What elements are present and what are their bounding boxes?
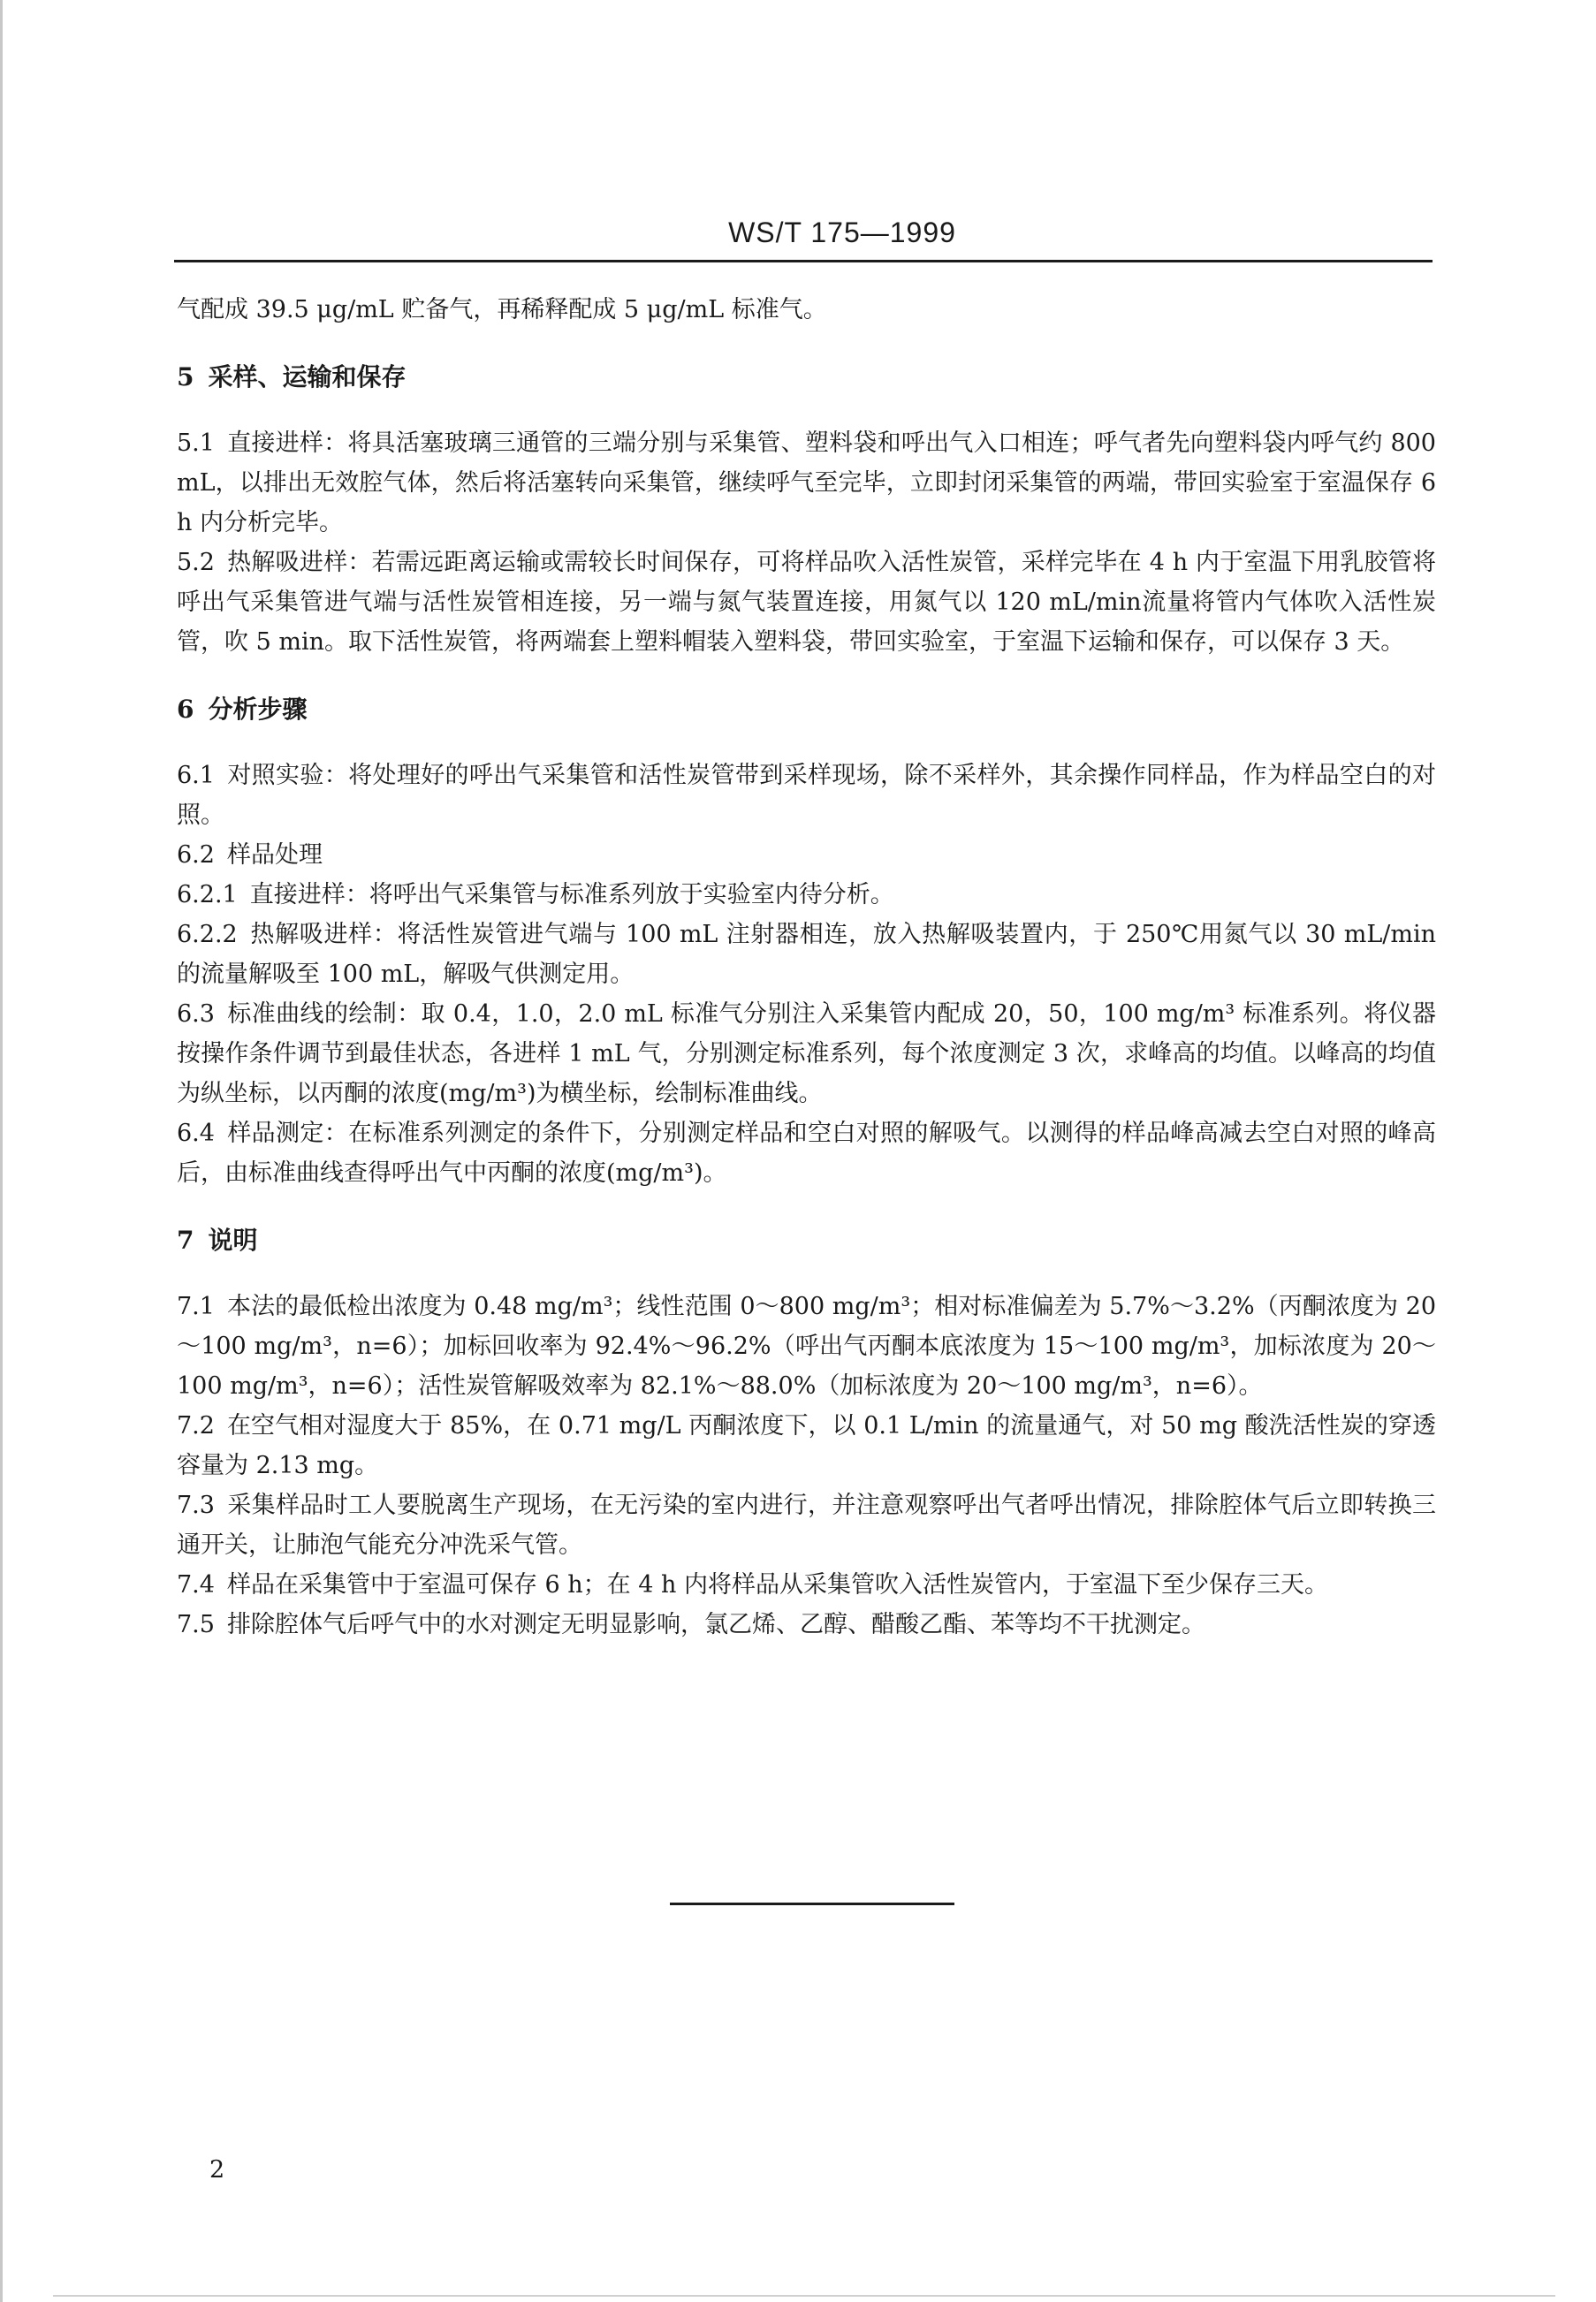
section-number: 6	[177, 695, 194, 724]
clause-7-1	[177, 1287, 1436, 1406]
clause-text: 样品在采集管中于室温可保存 6 h；在 4 h 内将样品从采集管吹入活性炭管内，于室温下至少保存三天。	[226, 1571, 1328, 1599]
clause-6-2-2	[177, 915, 1436, 994]
clause-number: 6.2	[177, 841, 215, 869]
clause-number: 6.2.1	[177, 881, 238, 908]
clause-6-4	[177, 1113, 1436, 1193]
section-heading-7	[177, 1223, 1436, 1258]
clause-text: 热解吸进样：若需远距离运输或需较长时间保存，可将样品吹入活性炭管，采样完毕在 4 h 内于室温下用乳胶管将呼出气采集管进气端与活性炭管相连接，另一端与氮气装置连接，用氮气以 120 mL/min流量将管内气体吹入活性炭管，吹 5 min。取下活性炭管，将两端套上塑料帽装入塑料袋，带回实验室，于室温下运输和保存，可以保存 3 天。	[177, 549, 1436, 656]
clause-text: 对照实验：将处理好的呼出气采集管和活性炭管带到采样现场，除不采样外，其余操作同样品，作为样品空白的对照。	[177, 762, 1436, 829]
end-of-text-rule	[670, 1903, 954, 1905]
clause-text: 样品测定：在标准系列测定的条件下，分别测定样品和空白对照的解吸气。以测得的样品峰高减去空白对照的峰高后，由标准曲线查得呼出气中丙酮的浓度(mg/m³)。	[177, 1120, 1436, 1187]
clause-number: 7.5	[177, 1611, 215, 1638]
clause-text: 标准曲线的绘制：取 0.4，1.0，2.0 mL 标准气分别注入采集管内配成 20，50，100 mg/m³ 标准系列。将仪器按操作条件调节到最佳状态，各进样 1 mL 气，分别测定标准系列，每个浓度测定 3 次，求峰高的均值。以峰高的均值为纵坐标，以丙酮的浓度(mg/m³)为横坐标，绘制标准曲线。	[177, 1000, 1436, 1107]
clause-7-2	[177, 1406, 1436, 1485]
clause-text: 热解吸进样：将活性炭管进气端与 100 mL 注射器相连，放入热解吸装置内，于 250℃用氮气以 30 mL/min 的流量解吸至 100 mL，解吸气供测定用。	[177, 921, 1436, 988]
clause-7-5	[177, 1605, 1436, 1645]
clause-number: 7.1	[177, 1293, 215, 1320]
standard-code-header: WS/T 175—1999	[728, 217, 956, 248]
clause-text: 样品处理	[226, 841, 323, 869]
clause-text: 本法的最低检出浓度为 0.48 mg/m³；线性范围 0～800 mg/m³；相对标准偏差为 5.7%～3.2%（丙酮浓度为 20～100 mg/m³，n=6）；加标回收率为 92.4%～96.2%（呼出气丙酮本底浓度为 15～100 mg/m³，加标浓度为 20～100 mg/m³，n=6）；活性炭管解吸效率为 82.1%～88.0%（加标浓度为 20～100 mg/m³，n=6）。	[177, 1293, 1436, 1400]
document-body	[177, 290, 1436, 1645]
clause-5-2	[177, 543, 1436, 662]
clause-6-3	[177, 994, 1436, 1113]
clause-number: 7.4	[177, 1571, 215, 1599]
clause-number: 6.3	[177, 1000, 215, 1028]
clause-number: 6.4	[177, 1120, 215, 1147]
clause-text: 直接进样：将呼出气采集管与标准系列放于实验室内待分析。	[249, 881, 894, 908]
clause-number: 6.1	[177, 762, 215, 789]
section-heading-6	[177, 692, 1436, 727]
clause-number: 5.1	[177, 429, 215, 457]
clause-text: 在空气相对湿度大于 85%，在 0.71 mg/L 丙酮浓度下，以 0.1 L/min 的流量通气，对 50 mg 酸洗活性炭的穿透容量为 2.13 mg。	[177, 1412, 1436, 1479]
clause-7-3	[177, 1485, 1436, 1565]
section-number: 5	[177, 362, 194, 391]
clause-text: 采集样品时工人要脱离生产现场，在无污染的室内进行，并注意观察呼出气者呼出情况，排除腔体气后立即转换三通开关，让肺泡气能充分冲洗采气管。	[177, 1492, 1436, 1559]
clause-number: 7.2	[177, 1412, 215, 1440]
clause-6-2	[177, 835, 1436, 875]
section-title: 说明	[208, 1226, 258, 1255]
clause-number: 6.2.2	[177, 921, 238, 948]
clause-7-4	[177, 1565, 1436, 1605]
page-number: 2	[209, 2156, 225, 2184]
intro-line: 气配成 39.5 μg/mL 贮备气，再稀释配成 5 μg/mL 标准气。	[177, 296, 827, 323]
clause-6-2-1	[177, 875, 1436, 915]
section-heading-5	[177, 360, 1436, 395]
clause-6-1	[177, 756, 1436, 835]
clause-text: 排除腔体气后呼气中的水对测定无明显影响，氯乙烯、乙醇、醋酸乙酯、苯等均不干扰测定。	[226, 1611, 1205, 1638]
section-number: 7	[177, 1226, 194, 1255]
section-title: 分析步骤	[208, 695, 308, 724]
header-rule	[174, 260, 1433, 262]
clause-5-1	[177, 423, 1436, 543]
clause-text: 直接进样：将具活塞玻璃三通管的三端分别与采集管、塑料袋和呼出气入口相连；呼气者先向塑料袋内呼气约 800 mL，以排出无效腔气体，然后将活塞转向采集管，继续呼气至完毕，立即封闭采集管的两端，带回实验室于室温保存 6 h 内分析完毕。	[177, 429, 1436, 536]
clause-number: 7.3	[177, 1492, 215, 1519]
section-title: 采样、运输和保存	[208, 362, 407, 391]
scan-edge-shadow	[0, 0, 3, 2302]
scan-bottom-edge	[53, 2295, 1555, 2297]
clause-number: 5.2	[177, 549, 215, 576]
